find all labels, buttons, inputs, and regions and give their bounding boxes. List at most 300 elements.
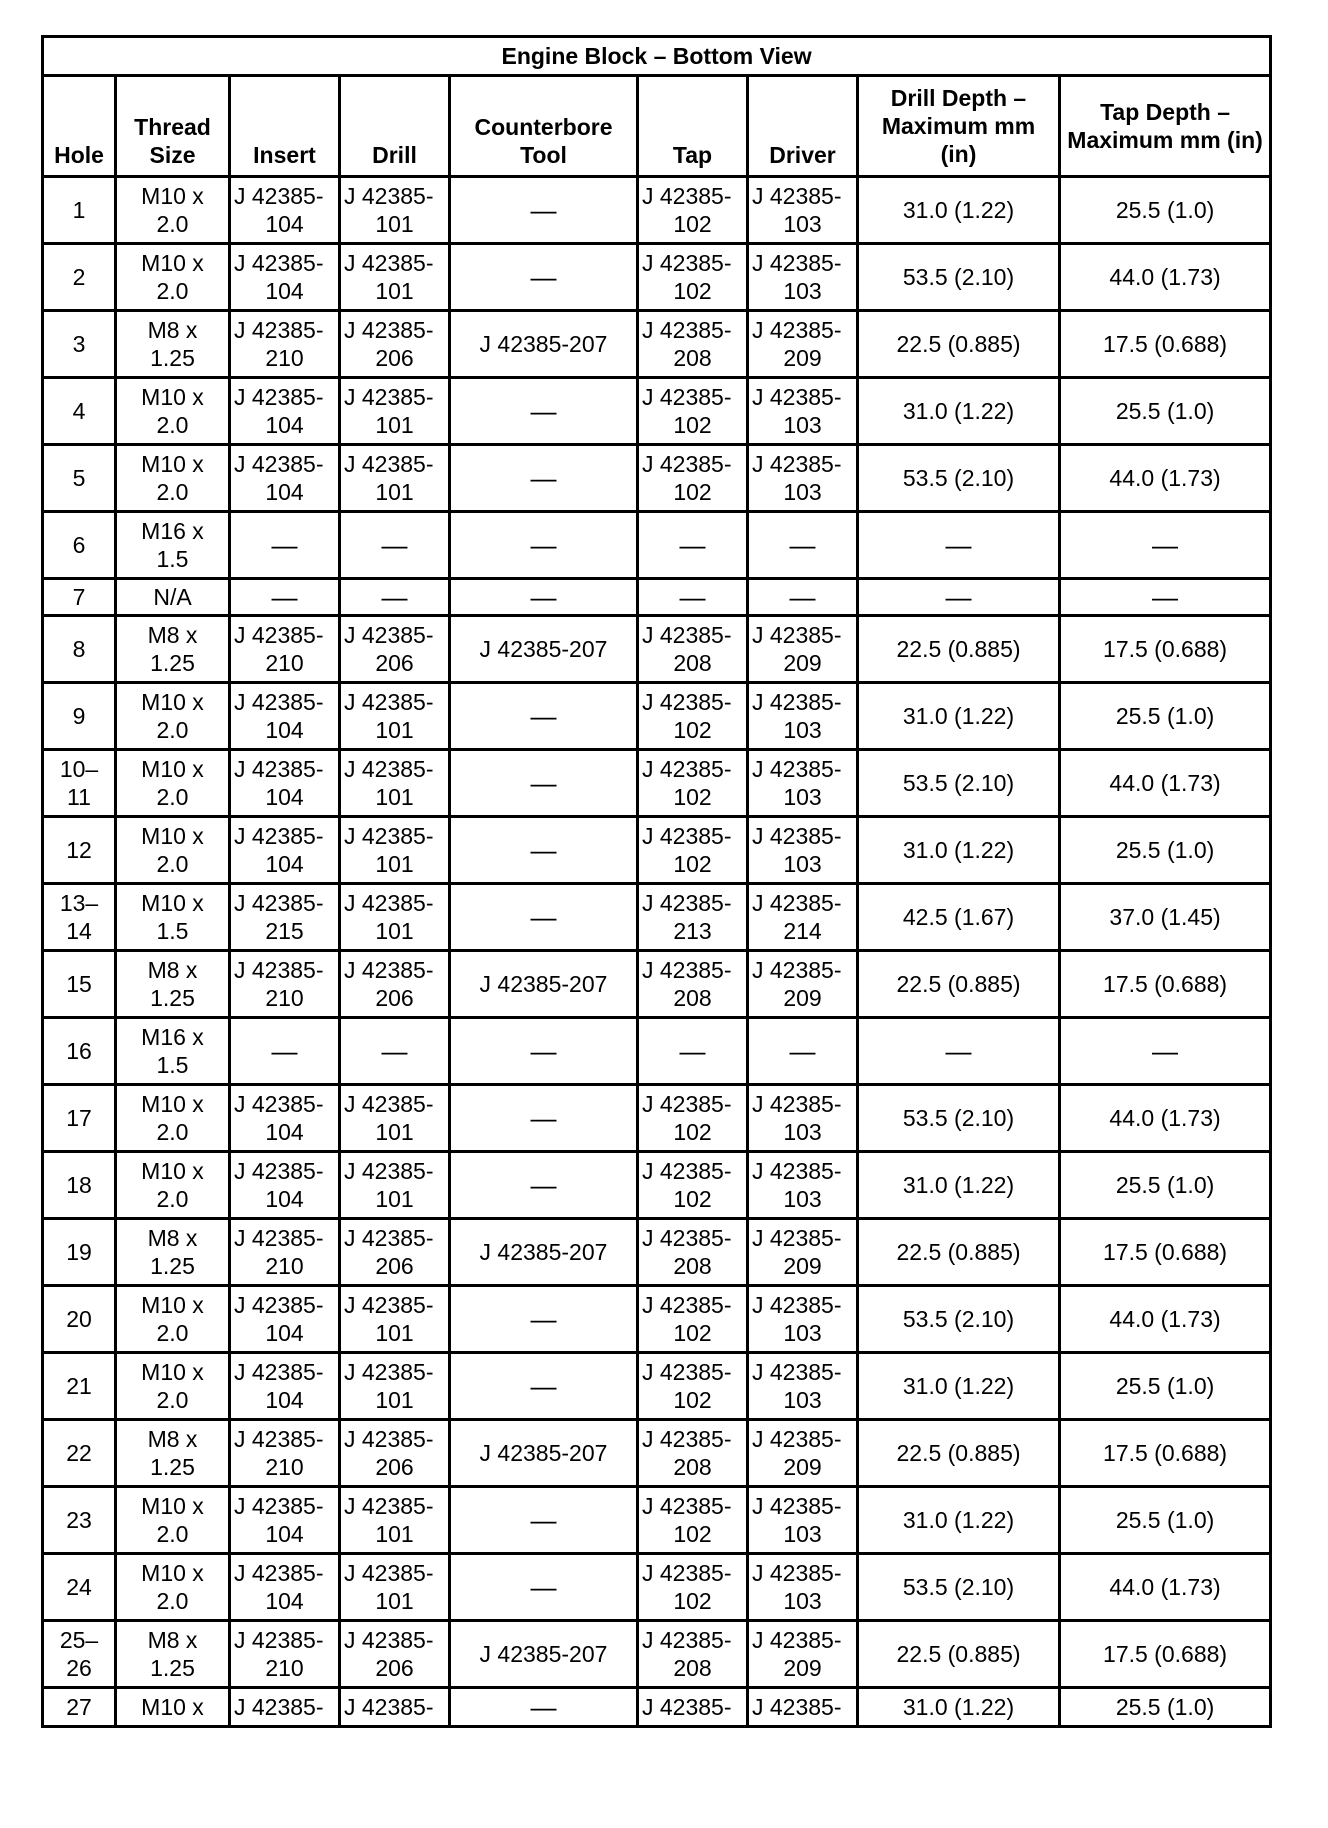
cell-thread-size-line: 2.0: [156, 1119, 189, 1145]
cell-tap-depth-text: 25.5 (1.0): [1115, 1694, 1215, 1720]
cell-drill: [340, 579, 450, 616]
cell-insert: [230, 512, 340, 579]
cell-driver-line: J 42385-: [752, 1292, 842, 1318]
cell-drill-depth: [858, 1353, 1060, 1420]
cell-tap: [638, 1688, 748, 1727]
cell-thread-size-line: M10 x: [141, 384, 204, 410]
cell-drill-line: 101: [375, 717, 414, 743]
cell-driver-line: J 42385-: [752, 823, 842, 849]
cell-thread-size-text: M10 x: [141, 1694, 204, 1720]
cell-insert-line: J 42385-: [234, 451, 324, 477]
cell-counterbore-tool: [450, 1353, 638, 1420]
cell-insert-line: J 42385-: [234, 1225, 324, 1251]
cell-thread-size: [116, 1487, 230, 1554]
cell-insert-line: 104: [265, 1521, 304, 1547]
cell-insert-line: J 42385-: [234, 384, 324, 410]
cell-hole-text: 23: [66, 1507, 92, 1533]
cell-drill-line: J 42385-: [344, 1493, 434, 1519]
cell-driver: [748, 817, 858, 884]
cell-tap: [638, 177, 748, 244]
cell-thread-size-line: 2.0: [156, 784, 189, 810]
cell-tap-depth-text: 17.5 (0.688): [1103, 331, 1228, 357]
cell-tap-depth-text: 25.5 (1.0): [1115, 197, 1215, 223]
cell-thread-size: [116, 616, 230, 683]
cell-thread-size-line: M10 x: [141, 451, 204, 477]
cell-drill-depth-text: 22.5 (0.885): [896, 971, 1021, 997]
cell-drill-depth-text: 53.5 (2.10): [902, 1574, 1015, 1600]
cell-tap: [638, 1554, 748, 1621]
cell-tap-depth: [1060, 311, 1271, 378]
cell-insert-line: 104: [265, 278, 304, 304]
table-row: [43, 1621, 1271, 1688]
cell-hole: [43, 177, 116, 244]
cell-insert: [230, 817, 340, 884]
cell-tap-line: J 42385-: [642, 1627, 732, 1653]
cell-drill-depth-text: 53.5 (2.10): [902, 1306, 1015, 1332]
cell-driver-line: 103: [783, 278, 822, 304]
cell-insert: [230, 579, 340, 616]
cell-thread-size: [116, 1420, 230, 1487]
cell-tap: [638, 1487, 748, 1554]
cell-driver: [748, 884, 858, 951]
cell-insert-line: J 42385-: [234, 183, 324, 209]
table-row: [43, 616, 1271, 683]
cell-driver-line: J 42385-: [752, 957, 842, 983]
cell-drill: [340, 616, 450, 683]
cell-tap-line: 102: [673, 1387, 712, 1413]
cell-drill: [340, 1085, 450, 1152]
cell-drill-depth: [858, 1152, 1060, 1219]
cell-driver-line: 209: [783, 1454, 822, 1480]
cell-thread-size: [116, 683, 230, 750]
table-row: [43, 1152, 1271, 1219]
table-row: [43, 1688, 1271, 1727]
cell-thread-size-line: M10 x: [141, 183, 204, 209]
cell-tap-depth: [1060, 512, 1271, 579]
table-row: [43, 683, 1271, 750]
cell-tap-line: J 42385-: [642, 1493, 732, 1519]
cell-drill-line: J 42385-: [344, 1359, 434, 1385]
cell-drill: [340, 1420, 450, 1487]
cell-drill-line: 101: [375, 412, 414, 438]
cell-tap-line: J 42385-: [642, 1091, 732, 1117]
cell-hole: [43, 1487, 116, 1554]
cell-tap: [638, 750, 748, 817]
cell-driver-line: J 42385-: [752, 689, 842, 715]
cell-thread-size-line: M10 x: [141, 689, 204, 715]
cell-insert-line: J 42385-: [234, 622, 324, 648]
cell-counterbore-tool-text: J 42385-207: [479, 1239, 608, 1265]
cell-drill-depth: [858, 951, 1060, 1018]
cell-driver: [748, 1085, 858, 1152]
cell-hole: [43, 1420, 116, 1487]
cell-tap-depth: [1060, 1286, 1271, 1353]
cell-tap: [638, 1018, 748, 1085]
cell-tap-depth: [1060, 1420, 1271, 1487]
cell-thread-size-line: 2.0: [156, 1588, 189, 1614]
cell-thread-size-line: 2.0: [156, 412, 189, 438]
cell-drill-depth-text: 31.0 (1.22): [902, 1373, 1015, 1399]
cell-tap-depth-text: 17.5 (0.688): [1103, 1440, 1228, 1466]
cell-drill: [340, 445, 450, 512]
table-row: [43, 1085, 1271, 1152]
cell-insert-line: J 42385-: [234, 1158, 324, 1184]
cell-tap-depth: [1060, 1487, 1271, 1554]
cell-thread-size: [116, 1286, 230, 1353]
cell-drill-line: 101: [375, 851, 414, 877]
cell-tap-line: 102: [673, 1186, 712, 1212]
cell-driver-line: 103: [783, 412, 822, 438]
cell-tap: [638, 512, 748, 579]
cell-counterbore-tool-text: —: [530, 1572, 557, 1602]
cell-driver-line: J 42385-: [752, 622, 842, 648]
cell-drill-depth-text: 22.5 (0.885): [896, 1440, 1021, 1466]
table-row: [43, 817, 1271, 884]
cell-thread-size: [116, 512, 230, 579]
cell-drill: [340, 1353, 450, 1420]
cell-tap-depth-text: 37.0 (1.45): [1109, 904, 1221, 930]
cell-tap-text: —: [679, 530, 706, 560]
cell-insert-line: 104: [265, 784, 304, 810]
cell-tap-depth-text: —: [1152, 582, 1179, 612]
cell-counterbore-tool: [450, 177, 638, 244]
cell-insert-line: 210: [265, 1655, 304, 1681]
cell-tap-text: J 42385-: [642, 1694, 732, 1720]
cell-driver-line: J 42385-: [752, 1627, 842, 1653]
cell-drill-line: 101: [375, 1186, 414, 1212]
cell-drill-line: 206: [375, 985, 414, 1011]
cell-tap-text: —: [679, 582, 706, 612]
cell-driver: [748, 244, 858, 311]
cell-drill: [340, 512, 450, 579]
cell-driver-line: J 42385-: [752, 756, 842, 782]
cell-counterbore-tool-text: —: [530, 396, 557, 426]
cell-hole: [43, 311, 116, 378]
table-row: [43, 177, 1271, 244]
cell-hole-line: 13–: [59, 890, 99, 916]
cell-hole-text: 2: [72, 264, 86, 290]
cell-drill: [340, 951, 450, 1018]
cell-tap-line: 102: [673, 851, 712, 877]
cell-thread-size-line: 2.0: [156, 211, 189, 237]
cell-insert: [230, 750, 340, 817]
cell-driver-line: 103: [783, 1521, 822, 1547]
cell-counterbore-tool-text: —: [530, 530, 557, 560]
cell-hole-text: 1: [72, 197, 86, 223]
cell-hole-text: 12: [66, 837, 92, 863]
cell-insert-text: —: [271, 582, 298, 612]
cell-drill: [340, 1621, 450, 1688]
cell-tap: [638, 1420, 748, 1487]
cell-thread-size-line: 2.0: [156, 851, 189, 877]
cell-thread-size-line: 2.0: [156, 479, 189, 505]
cell-thread-size-text: N/A: [153, 584, 192, 610]
cell-drill-depth: [858, 750, 1060, 817]
cell-hole-text: 9: [72, 703, 86, 729]
cell-counterbore-tool-text: J 42385-207: [479, 636, 608, 662]
cell-counterbore-tool: [450, 1219, 638, 1286]
cell-insert: [230, 616, 340, 683]
cell-drill: [340, 378, 450, 445]
cell-counterbore-tool-text: —: [530, 582, 557, 612]
cell-hole-text: 6: [72, 532, 86, 558]
cell-tap-depth: [1060, 951, 1271, 1018]
cell-tap-depth: [1060, 1152, 1271, 1219]
cell-thread-size-line: 1.25: [150, 345, 195, 371]
cell-insert-line: J 42385-: [234, 689, 324, 715]
cell-drill-line: 206: [375, 345, 414, 371]
cell-thread-size-line: M16 x: [141, 1024, 204, 1050]
cell-thread-size-line: 2.0: [156, 1186, 189, 1212]
cell-hole-text: 15: [66, 971, 92, 997]
cell-driver: [748, 1621, 858, 1688]
table-row: [43, 1420, 1271, 1487]
cell-counterbore-tool: [450, 512, 638, 579]
cell-drill-line: 101: [375, 918, 414, 944]
cell-hole-text: 5: [72, 465, 86, 491]
cell-thread-size-line: M10 x: [141, 823, 204, 849]
cell-tap-depth-text: 25.5 (1.0): [1115, 837, 1215, 863]
cell-driver: [748, 750, 858, 817]
cell-insert-line: J 42385-: [234, 756, 324, 782]
cell-insert-line: 104: [265, 211, 304, 237]
cell-tap-line: 208: [673, 650, 712, 676]
cell-thread-size: [116, 884, 230, 951]
col-header-tap: Tap: [638, 76, 748, 177]
cell-insert-line: 104: [265, 1588, 304, 1614]
cell-thread-size-line: M16 x: [141, 518, 204, 544]
cell-thread-size-line: 1.25: [150, 1253, 195, 1279]
cell-thread-size: [116, 1085, 230, 1152]
cell-driver-line: 209: [783, 1655, 822, 1681]
cell-hole: [43, 1554, 116, 1621]
cell-thread-size: [116, 378, 230, 445]
cell-thread-size: [116, 1219, 230, 1286]
cell-drill-line: 101: [375, 1119, 414, 1145]
cell-drill-line: 101: [375, 784, 414, 810]
table-body: [43, 177, 1271, 1727]
cell-drill-line: 101: [375, 211, 414, 237]
table-row: [43, 244, 1271, 311]
cell-hole-text: 4: [72, 398, 86, 424]
cell-tap-line: J 42385-: [642, 250, 732, 276]
cell-thread-size-line: 2.0: [156, 717, 189, 743]
cell-insert: [230, 378, 340, 445]
table-row: [43, 884, 1271, 951]
cell-drill-line: 101: [375, 1588, 414, 1614]
cell-drill-line: J 42385-: [344, 1225, 434, 1251]
cell-thread-size-line: 2.0: [156, 1320, 189, 1346]
cell-thread-size-line: 1.5: [156, 546, 189, 572]
cell-thread-size-line: 1.25: [150, 985, 195, 1011]
cell-insert-line: 104: [265, 479, 304, 505]
table-row: [43, 1018, 1271, 1085]
cell-drill-line: 101: [375, 479, 414, 505]
cell-driver: [748, 177, 858, 244]
cell-tap-line: J 42385-: [642, 1158, 732, 1184]
cell-driver: [748, 1554, 858, 1621]
cell-counterbore-tool-text: —: [530, 1036, 557, 1066]
cell-hole-text: 17: [66, 1105, 92, 1131]
cell-drill: [340, 1152, 450, 1219]
cell-counterbore-tool: [450, 378, 638, 445]
cell-driver-line: J 42385-: [752, 317, 842, 343]
cell-counterbore-tool: [450, 884, 638, 951]
cell-thread-size: [116, 579, 230, 616]
cell-counterbore-tool: [450, 1554, 638, 1621]
cell-driver: [748, 1487, 858, 1554]
cell-drill: [340, 1487, 450, 1554]
cell-insert-line: J 42385-: [234, 1560, 324, 1586]
cell-drill-line: 206: [375, 1253, 414, 1279]
cell-tap-line: 102: [673, 211, 712, 237]
cell-drill-depth: [858, 177, 1060, 244]
cell-hole: [43, 1353, 116, 1420]
cell-hole: [43, 1085, 116, 1152]
cell-tap-depth: [1060, 1085, 1271, 1152]
cell-hole-text: 3: [72, 331, 86, 357]
cell-tap: [638, 579, 748, 616]
table-row: [43, 378, 1271, 445]
cell-tap: [638, 445, 748, 512]
cell-drill-line: J 42385-: [344, 1292, 434, 1318]
cell-driver-line: J 42385-: [752, 183, 842, 209]
cell-driver-line: 103: [783, 479, 822, 505]
cell-drill-depth: [858, 1554, 1060, 1621]
cell-counterbore-tool: [450, 579, 638, 616]
col-header-insert: Insert: [230, 76, 340, 177]
cell-tap-depth-text: 25.5 (1.0): [1115, 1373, 1215, 1399]
cell-thread-size: [116, 1018, 230, 1085]
cell-insert-line: J 42385-: [234, 1359, 324, 1385]
cell-insert-text: —: [271, 530, 298, 560]
cell-tap-line: 102: [673, 784, 712, 810]
cell-drill-line: J 42385-: [344, 957, 434, 983]
cell-tap-line: J 42385-: [642, 317, 732, 343]
cell-driver-line: 103: [783, 1186, 822, 1212]
cell-thread-size-line: M8 x: [147, 1627, 198, 1653]
cell-counterbore-tool-text: —: [530, 835, 557, 865]
cell-counterbore-tool: [450, 1688, 638, 1727]
cell-drill-line: J 42385-: [344, 1627, 434, 1653]
cell-counterbore-tool: [450, 1487, 638, 1554]
cell-drill-depth-text: —: [945, 530, 972, 560]
cell-drill: [340, 1554, 450, 1621]
cell-tap-depth-text: 44.0 (1.73): [1109, 1306, 1221, 1332]
cell-drill-line: J 42385-: [344, 183, 434, 209]
cell-drill-line: 101: [375, 1387, 414, 1413]
cell-insert: [230, 884, 340, 951]
cell-thread-size-line: M8 x: [147, 1225, 198, 1251]
cell-drill-depth-text: 53.5 (2.10): [902, 465, 1015, 491]
cell-hole-text: 19: [66, 1239, 92, 1265]
cell-drill: [340, 1286, 450, 1353]
cell-tap: [638, 311, 748, 378]
cell-insert: [230, 1621, 340, 1688]
cell-insert-line: 210: [265, 650, 304, 676]
cell-counterbore-tool-text: J 42385-207: [479, 1440, 608, 1466]
cell-insert: [230, 951, 340, 1018]
cell-tap-line: J 42385-: [642, 756, 732, 782]
cell-counterbore-tool: [450, 817, 638, 884]
cell-hole-text: 16: [66, 1038, 92, 1064]
cell-hole: [43, 1152, 116, 1219]
cell-hole: [43, 683, 116, 750]
cell-counterbore-tool-text: —: [530, 768, 557, 798]
cell-drill-depth-text: 31.0 (1.22): [902, 1694, 1015, 1720]
cell-driver-line: J 42385-: [752, 384, 842, 410]
cell-drill-depth-text: 31.0 (1.22): [902, 1507, 1015, 1533]
cell-thread-size: [116, 1353, 230, 1420]
cell-driver-line: J 42385-: [752, 1426, 842, 1452]
cell-drill-depth: [858, 616, 1060, 683]
cell-tap-depth-text: 17.5 (0.688): [1103, 636, 1228, 662]
cell-driver: [748, 1286, 858, 1353]
cell-insert-line: 104: [265, 1387, 304, 1413]
cell-driver: [748, 311, 858, 378]
cell-drill: [340, 1688, 450, 1727]
cell-drill: [340, 1219, 450, 1286]
cell-insert-line: J 42385-: [234, 1493, 324, 1519]
cell-tap-line: J 42385-: [642, 1292, 732, 1318]
cell-drill-depth-text: 31.0 (1.22): [902, 197, 1015, 223]
cell-driver-line: J 42385-: [752, 451, 842, 477]
cell-counterbore-tool: [450, 1018, 638, 1085]
cell-counterbore-tool-text: J 42385-207: [479, 1641, 608, 1667]
cell-hole: [43, 1219, 116, 1286]
col-header-driver: Driver: [748, 76, 858, 177]
cell-drill-text: —: [381, 582, 408, 612]
cell-insert-line: J 42385-: [234, 317, 324, 343]
cell-drill: [340, 1018, 450, 1085]
cell-drill-text: J 42385-: [344, 1694, 434, 1720]
cell-driver-line: 103: [783, 784, 822, 810]
cell-driver-line: J 42385-: [752, 250, 842, 276]
cell-hole: [43, 884, 116, 951]
cell-drill-depth: [858, 1420, 1060, 1487]
cell-hole: [43, 1018, 116, 1085]
cell-counterbore-tool: [450, 683, 638, 750]
cell-insert-line: J 42385-: [234, 1627, 324, 1653]
cell-tap-depth-text: 25.5 (1.0): [1115, 1172, 1215, 1198]
cell-insert-line: 210: [265, 1253, 304, 1279]
cell-thread-size-line: 2.0: [156, 1387, 189, 1413]
cell-drill: [340, 817, 450, 884]
cell-drill-line: 101: [375, 278, 414, 304]
cell-hole-line: 10–: [59, 756, 99, 782]
cell-counterbore-tool: [450, 951, 638, 1018]
cell-tap-line: 102: [673, 717, 712, 743]
cell-insert-text: —: [271, 1036, 298, 1066]
table-row: [43, 1286, 1271, 1353]
table-title: Engine Block – Bottom View: [43, 37, 1271, 76]
cell-thread-size: [116, 817, 230, 884]
cell-driver-text: —: [789, 582, 816, 612]
cell-driver: [748, 1219, 858, 1286]
cell-counterbore-tool: [450, 1085, 638, 1152]
cell-tap-line: 208: [673, 985, 712, 1011]
cell-drill-line: J 42385-: [344, 451, 434, 477]
cell-thread-size: [116, 1621, 230, 1688]
cell-drill-line: J 42385-: [344, 384, 434, 410]
cell-tap-line: 208: [673, 1454, 712, 1480]
cell-tap-line: J 42385-: [642, 957, 732, 983]
cell-hole-text: 8: [72, 636, 86, 662]
cell-counterbore-tool-text: —: [530, 1170, 557, 1200]
cell-counterbore-tool-text: —: [530, 1692, 557, 1722]
cell-tap-depth-text: 44.0 (1.73): [1109, 465, 1221, 491]
cell-drill-depth-text: 31.0 (1.22): [902, 1172, 1015, 1198]
